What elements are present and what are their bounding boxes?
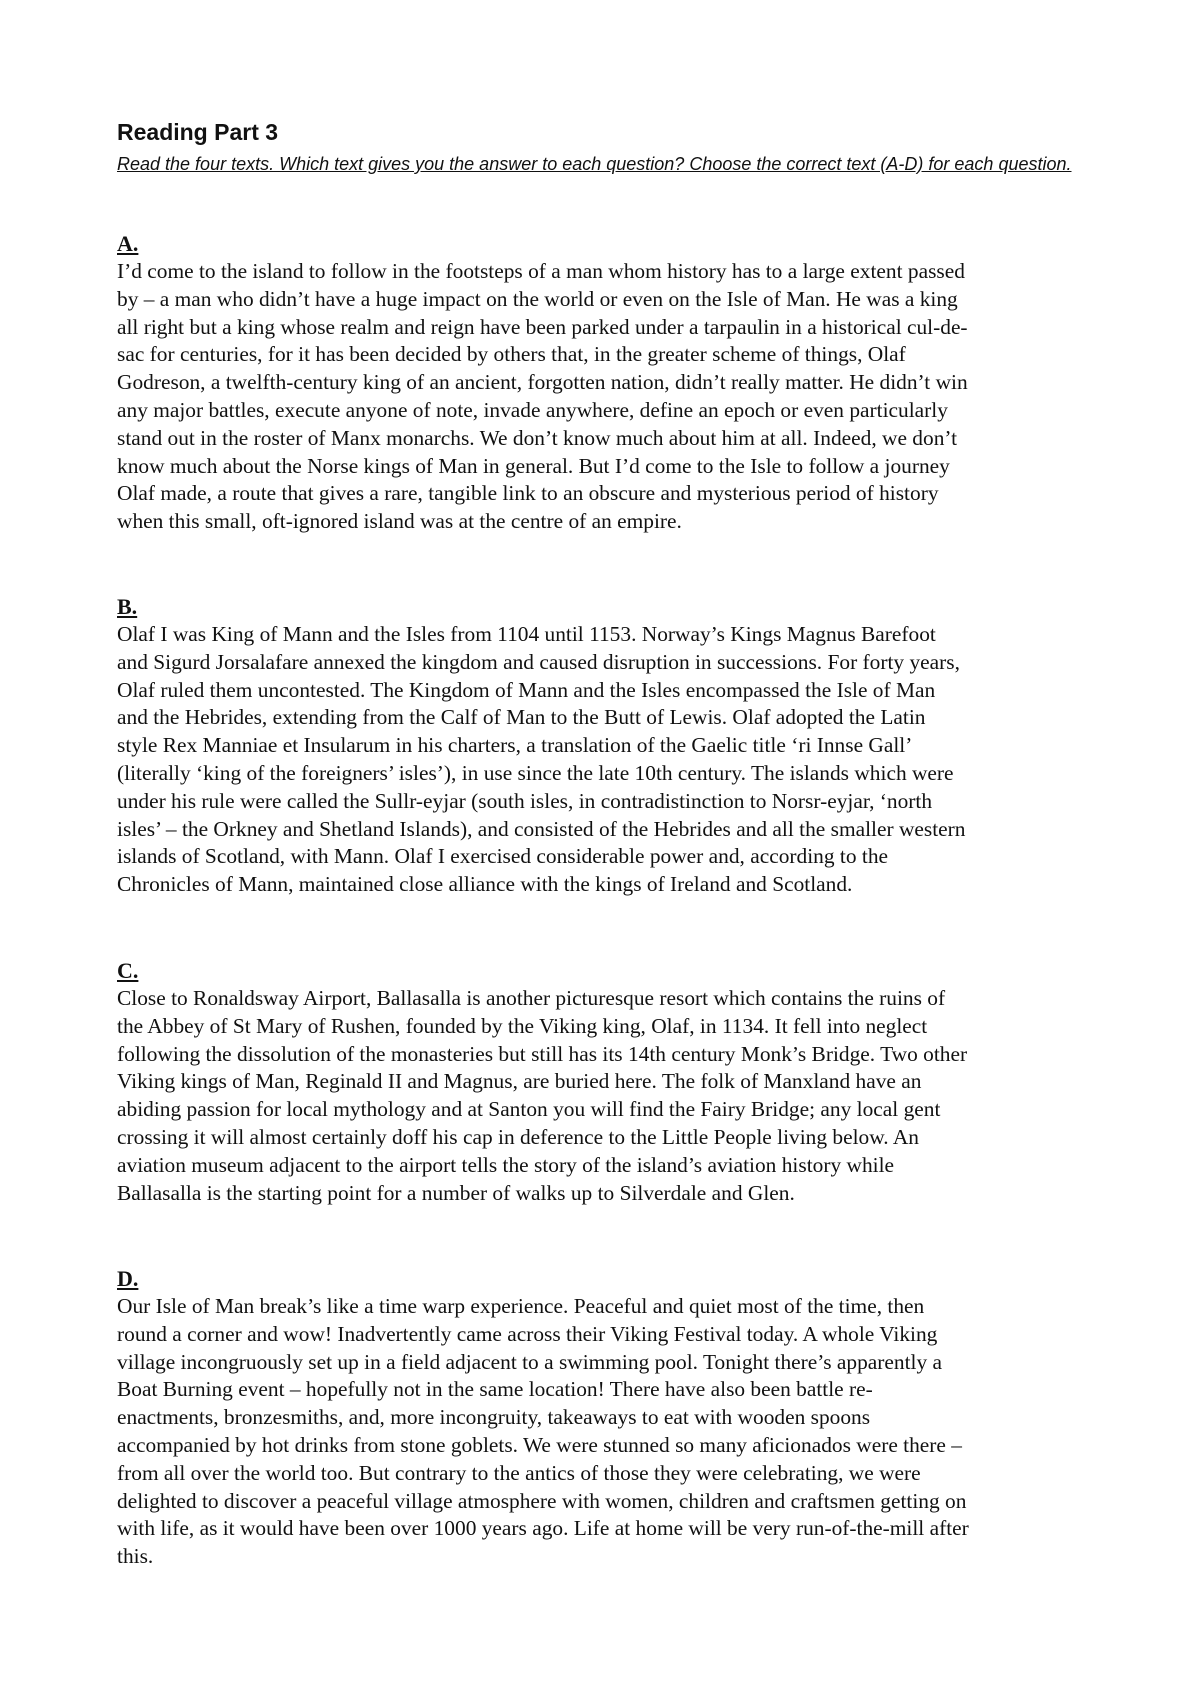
section-label-a: A. [117, 231, 139, 256]
section-label-c: C. [117, 958, 139, 983]
text-section-c [117, 957, 1102, 1207]
section-body-a: I’d come to the island to follow in the footsteps of a man whom history has to a large extent passed by – a man who didn’t have a huge impact on the world or even on the Isle of Man. He was a king all right but a king whose realm and reign have been parked under a tarpaulin in a historical cul-de- sac for centuries, for it has been decided by others that, in the greater scheme of things, Olaf Godreson, a twelfth-century king of an ancient, forgotten nation, didn’t really matter. He didn’t win any major battles, execute anyone of note, invade anywhere, define an epoch or even particularly stand out in the roster of Manx monarchs. We don’t know much about him at all. Indeed, we don’t know much about the Norse kings of Man in general. But I’d come to the Isle to follow a journey Olaf made, a route that gives a rare, tangible link to an obscure and mysterious period of history when this small, oft-ignored island was at the centre of an empire. [117, 259, 968, 534]
text-section-d [117, 1265, 1102, 1571]
section-body-d: Our Isle of Man break’s like a time warp experience. Peaceful and quiet most of the time, then round a corner and wow! Inadvertently came across their Viking Festival today. A whole Viking village incongruously set up in a field adjacent to a swimming pool. Tonight there’s apparently a Boat Burning event – hopefully not in the same location! There have also been battle re- enactments, bronzesmiths, and, more incongruity, takeaways to eat with wooden spoons accompanied by hot drinks from stone goblets. We were stunned so many aficionados were there – from all over the world too. But contrary to the antics of those they were celebrating, we were delighted to discover a peaceful village atmosphere with women, children and craftsmen getting on with life, as it would have been over 1000 years ago. Life at home will be very run-of-the-mill after this. [117, 1294, 969, 1569]
page-title: Reading Part 3 [117, 119, 279, 145]
instructions-text: Read the four texts. Which text gives you the answer to each question? Choose the correct text (A-D) for each question. [117, 154, 1072, 174]
section-body-b: Olaf I was King of Mann and the Isles from 1104 until 1153. Norway’s Kings Magnus Barefoot and Sigurd Jorsalafare annexed the kingdom and caused disruption in successions. For forty years, Olaf ruled them uncontested. The Kingdom of Mann and the Isles encompassed the Isle of Man and the Hebrides, extending from the Calf of Man to the Butt of Lewis. Olaf adopted the Latin style Rex Manniae et Insularum in his charters, a translation of the Gaelic title ‘ri Innse Gall’ (literally ‘king of the foreigners’ isles’), in use since the late 10th century. The islands which were under his rule were called the Sullr-eyjar (south isles, in contradistinction to Norsr-eyjar, ‘north isles’ – the Orkney and Shetland Islands), and consisted of the Hebrides and all the smaller western islands of Scotland, with Mann. Olaf I exercised considerable power and, according to the Chronicles of Mann, maintained close alliance with the kings of Ireland and Scotland. [117, 622, 966, 897]
text-section-a [117, 230, 1102, 536]
section-label-b: B. [117, 594, 138, 619]
section-label-d: D. [117, 1266, 139, 1291]
text-section-b [117, 593, 1102, 899]
section-body-c: Close to Ronaldsway Airport, Ballasalla is another picturesque resort which contains the ruins of the Abbey of St Mary of Rushen, founded by the Viking king, Olaf, in 1134. It fell into neglect following the dissolution of the monasteries but still has its 14th century Monk’s Bridge. Two other Viking kings of Man, Reginald II and Magnus, are buried here. The folk of Manxland have an abiding passion for local mythology and at Santon you will find the Fairy Bridge; any local gent crossing it will almost certainly doff his cap in deference to the Little People living below. An aviation museum adjacent to the airport tells the story of the island’s aviation history while Ballasalla is the starting point for a number of walks up to Silverdale and Glen. [117, 986, 968, 1205]
